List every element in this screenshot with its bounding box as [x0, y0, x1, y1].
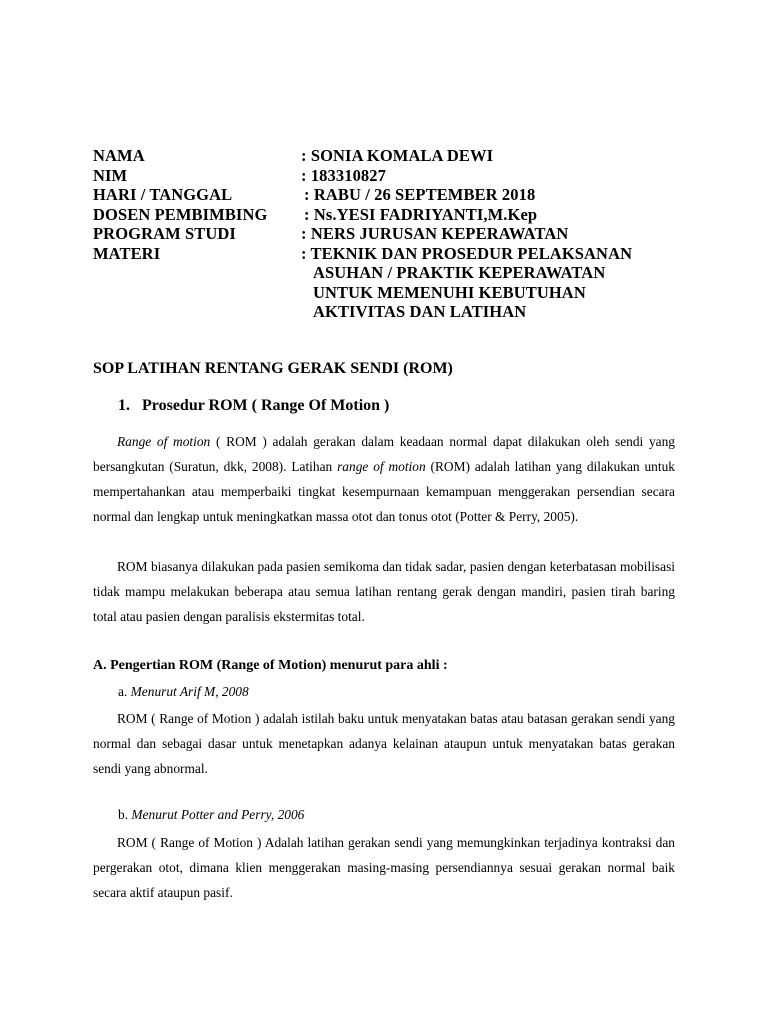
- subsection-source: Menurut Arif M, 2008: [130, 684, 249, 699]
- info-label: NAMA: [93, 146, 145, 165]
- paragraph-rom-usage: [93, 554, 675, 629]
- info-value-cont: UNTUK MEMENUHI KEBUTUHAN: [313, 282, 586, 302]
- info-row-program-studi: [93, 224, 693, 244]
- paragraph-arif: [93, 706, 675, 781]
- document-title: SOP LATIHAN RENTANG GERAK SENDI (ROM): [93, 360, 453, 377]
- info-row-materi-cont: [93, 263, 693, 283]
- paragraph-text: ROM ( Range of Motion ) Adalah latihan gerakan sendi yang memungkinkan terjadinya kontraksi dan pergerakan otot, dimana klien menggerakan masing-masing persendiannya sesuai gerakan normal baik secara aktif ataupun pasif.: [93, 835, 675, 900]
- info-value: : SONIA KOMALA DEWI: [301, 146, 494, 165]
- paragraph-potter-perry: [93, 830, 675, 905]
- section-1-heading: [118, 397, 389, 415]
- info-value: : 183310827: [301, 165, 386, 185]
- info-label: HARI / TANGGAL: [93, 185, 233, 204]
- info-label: NIM: [93, 165, 128, 185]
- info-row-hari-tanggal: [93, 185, 693, 205]
- info-value: : NERS JURUSAN KEPERAWATAN: [301, 224, 569, 243]
- info-label: PROGRAM STUDI: [93, 224, 236, 243]
- info-value: : RABU / 26 SEPTEMBER 2018: [304, 185, 536, 204]
- info-row-materi: [93, 244, 693, 264]
- term-range-of-motion: range of motion: [337, 459, 426, 474]
- paragraph-rom-definition: [93, 429, 675, 529]
- info-label: MATERI: [93, 243, 161, 263]
- section-number: 1.: [118, 397, 130, 414]
- info-row-nama: [93, 146, 693, 166]
- paragraph-text: ROM ( Range of Motion ) adalah istilah baku untuk menyatakan batas atau batasan gerakan sendi yang normal dan sebagai dasar untuk menetapkan adanya kelainan ataupun untuk menyatakan batas gerakan sendi yang abnormal.: [93, 711, 675, 776]
- subsection-source: Menurut Potter and Perry, 2006: [131, 807, 305, 822]
- subsection-prefix: a.: [118, 684, 128, 699]
- subsection-prefix: b.: [118, 807, 129, 822]
- section-heading-text: Prosedur ROM ( Range Of Motion ): [142, 397, 390, 414]
- info-row-materi-cont: [93, 283, 693, 303]
- identity-block: [93, 146, 693, 322]
- subsection-b-label: [118, 807, 304, 823]
- info-row-dosen: [93, 205, 693, 225]
- subsection-a-label: [118, 684, 249, 700]
- paragraph-text: ROM biasanya dilakukan pada pasien semikoma dan tidak sadar, pasien dengan keterbatasan mobilisasi tidak mampu melakukan beberapa atau semua latihan rentang gerak dengan mandiri, pasien tirah baring total atau pasien dengan paralisis ekstermitas total.: [93, 559, 675, 624]
- info-value-cont: ASUHAN / PRAKTIK KEPERAWATAN: [313, 263, 606, 282]
- info-row-materi-cont: [93, 302, 693, 322]
- info-label: DOSEN PEMBIMBING: [93, 204, 268, 224]
- info-row-nim: [93, 166, 693, 186]
- paragraph-text: ( ROM ) adalah gerakan dalam keadaan normal dapat dilakukan oleh sendi yang bersangkutan (Suratun, dkk, 2008). Latihan: [93, 434, 675, 474]
- paragraph-text: (ROM) adalah latihan yang dilakukan untuk mempertahankan atau memperbaiki tingkat kesempurnaan kemampuan menggerakan persendian secara normal dan lengkap untuk meningkatkan massa otot dan tonus otot (Potter & Perry, 2005).: [93, 459, 675, 524]
- section-a-heading: A. Pengertian ROM (Range of Motion) menurut para ahli :: [93, 658, 448, 673]
- info-value: : TEKNIK DAN PROSEDUR PELAKSANAN: [301, 243, 633, 263]
- info-value: : Ns.YESI FADRIYANTI,M.Kep: [304, 204, 538, 224]
- info-value-cont: AKTIVITAS DAN LATIHAN: [313, 302, 527, 321]
- term-range-of-motion: Range of motion: [117, 434, 211, 449]
